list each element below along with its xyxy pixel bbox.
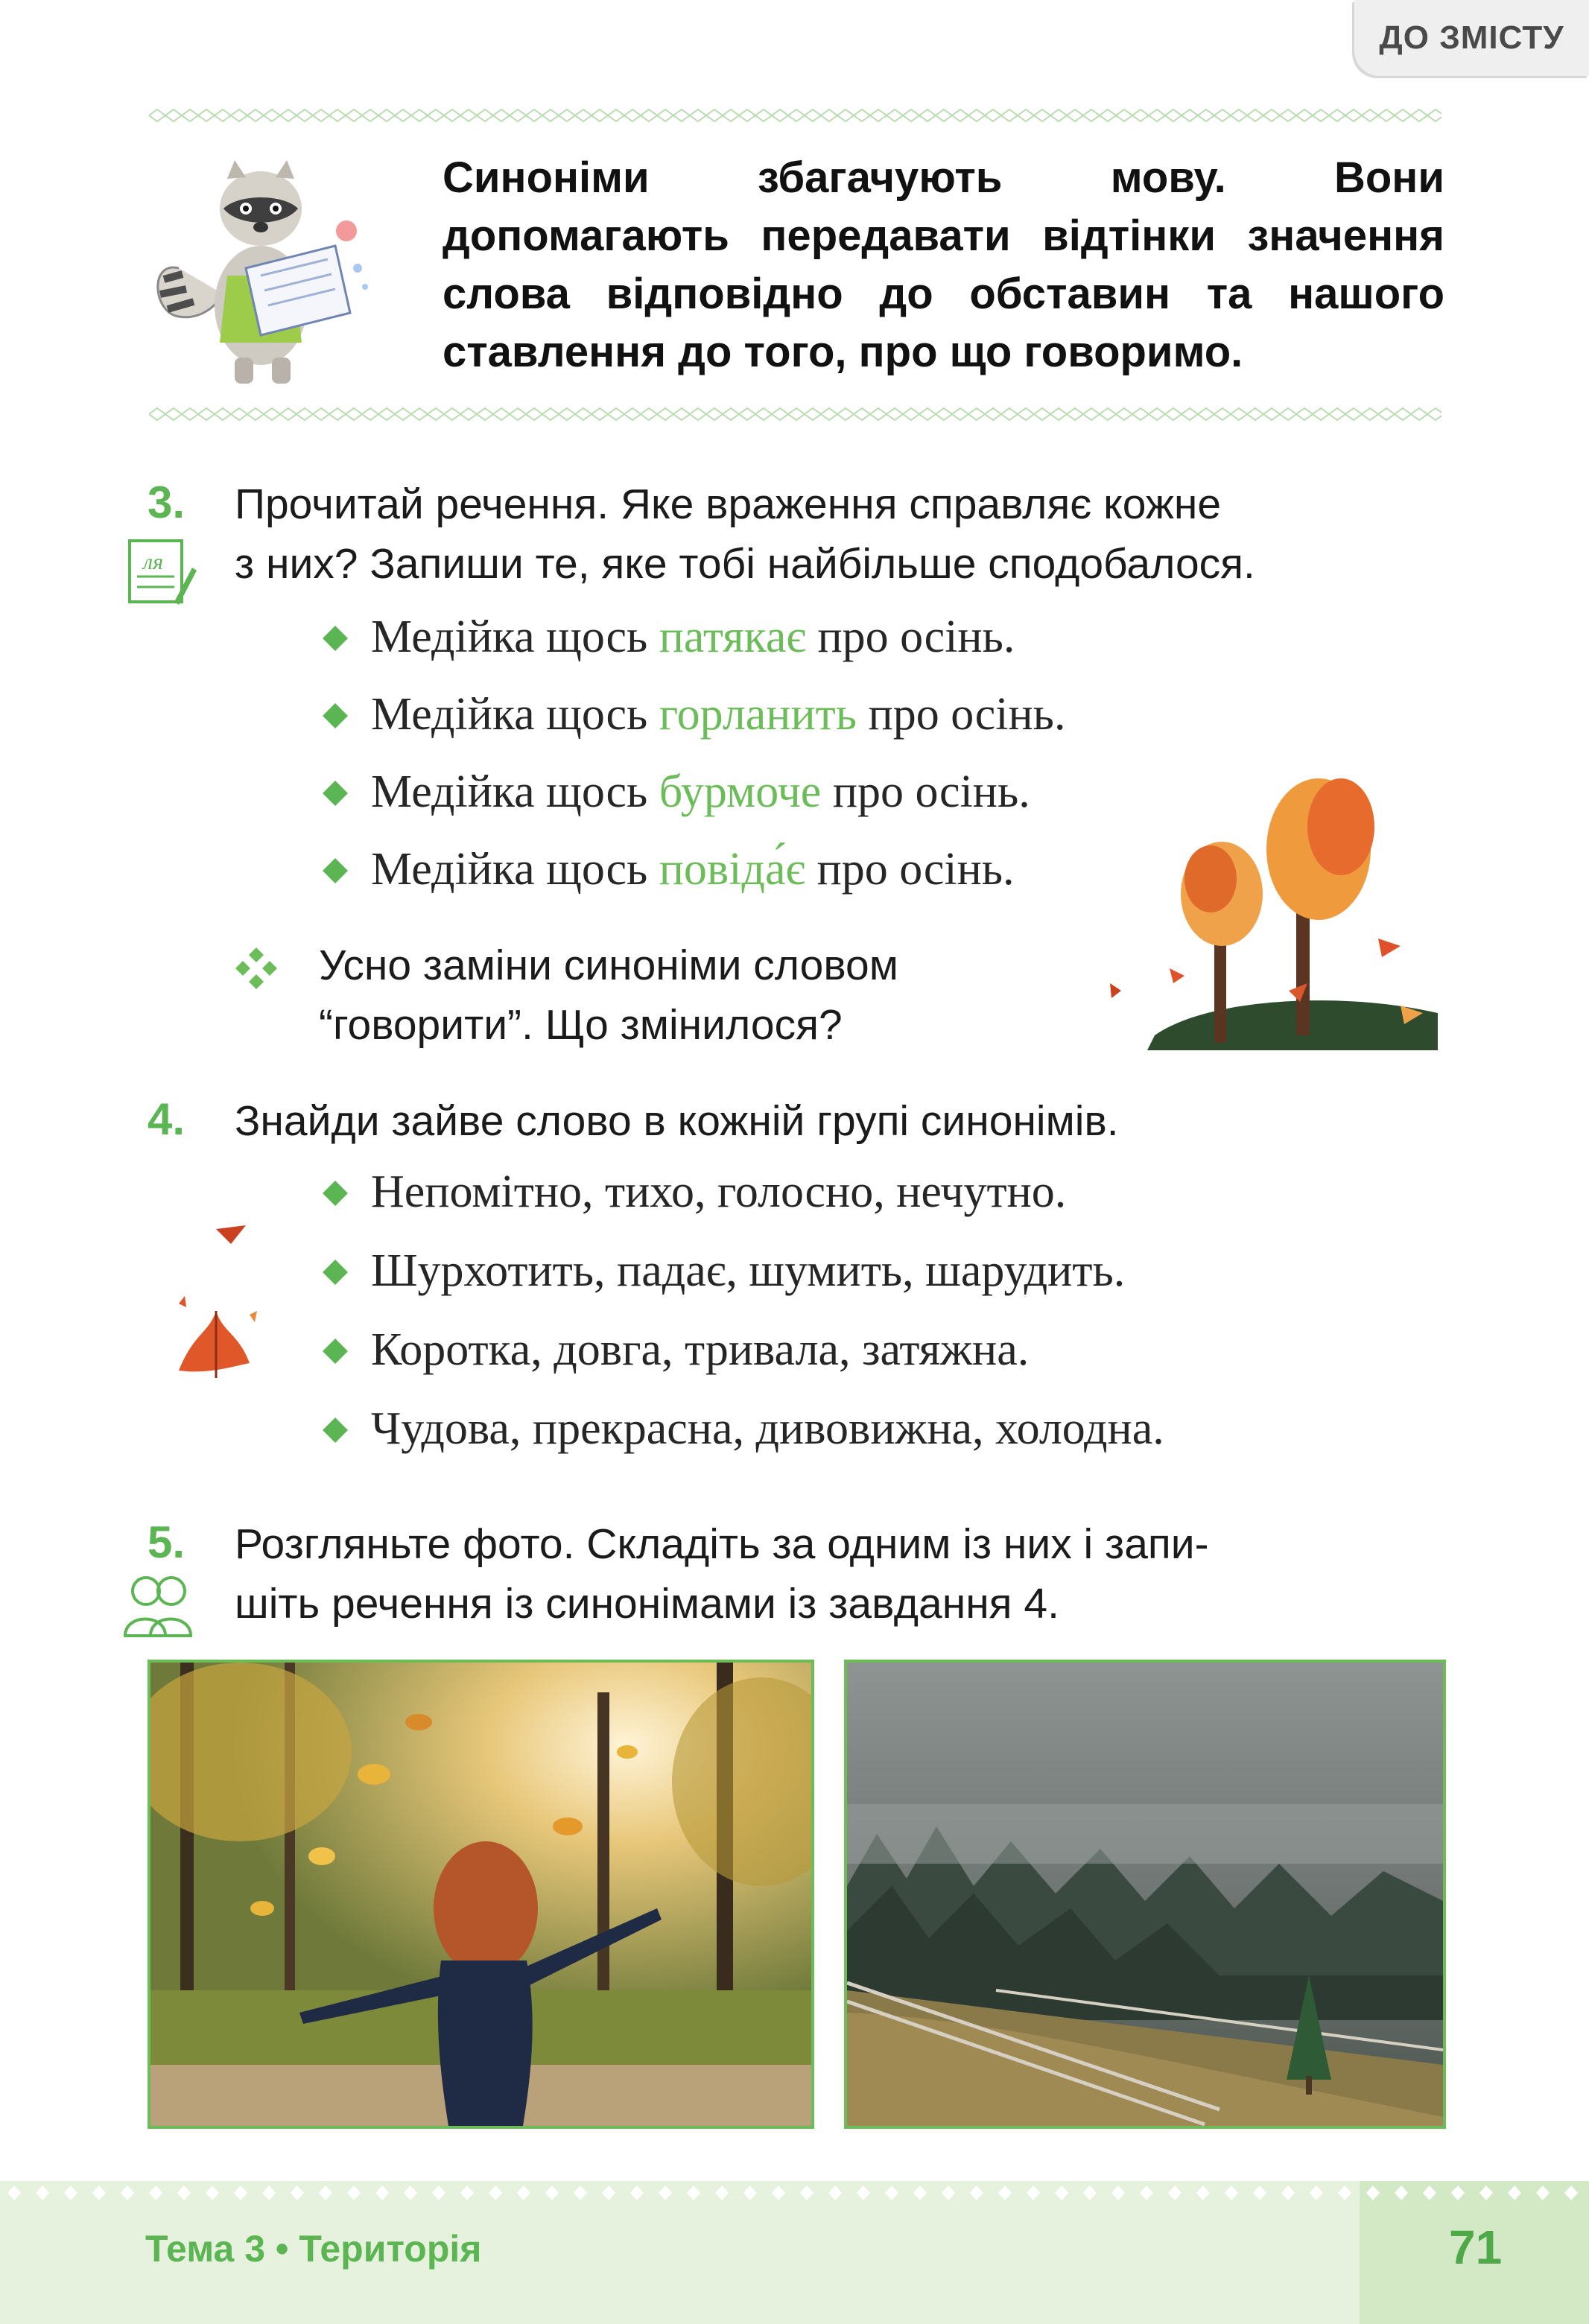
synonym-verb: бурмоче xyxy=(659,766,822,817)
pair-work-icon xyxy=(121,1572,195,1640)
task-5-number: 5. xyxy=(148,1517,185,1567)
photo-girl-in-autumn-park xyxy=(148,1660,814,2129)
task-4-instruction: Знайди зайве слово в кожній групі синонімів. xyxy=(235,1097,1119,1145)
synonym-verb: повіда́є xyxy=(659,844,806,895)
svg-text:ля: ля xyxy=(143,550,164,574)
oral-task-line-1: Усно заміни синоніми словом xyxy=(319,942,898,989)
oral-task-line-2: “говорити”. Що змінилося? xyxy=(319,1001,843,1049)
diamond-bullet-icon xyxy=(323,1181,348,1206)
sentence-1: Медійка щось патякає про осінь. xyxy=(326,611,1015,664)
synonym-group-3: Коротка, довга, тривала, затяжна. xyxy=(326,1324,1029,1377)
diamond-bullet-icon xyxy=(323,858,348,883)
sentence-2: Медійка щось горланить про осінь. xyxy=(326,688,1065,741)
write-notebook-icon xyxy=(127,538,198,606)
diamond-bullet-icon xyxy=(323,1260,348,1285)
synonym-group-4: Чудова, прекрасна, дивовижна, холодна. xyxy=(326,1403,1164,1455)
synonym-group-1: Непомітно, тихо, голосно, нечутно. xyxy=(326,1166,1066,1219)
page-number: 71 xyxy=(1449,2220,1503,2274)
diamond-bullet-icon xyxy=(323,1339,348,1364)
footer-ornament xyxy=(0,2181,1589,2205)
ornament-border-bottom xyxy=(149,406,1441,422)
sentence-3: Медійка щось бурмоче про осінь. xyxy=(326,766,1030,819)
task-4-group-list xyxy=(326,1166,1369,1479)
diamond-bullet-icon xyxy=(323,626,348,651)
sentence-4: Медійка щось повіда́є про осінь. xyxy=(326,843,1015,896)
toc-label: ДО ЗМІСТУ xyxy=(1379,19,1564,56)
photo-foggy-mountain-forest xyxy=(844,1660,1446,2129)
synonym-group-2: Шурхотить, падає, шумить, шарудить. xyxy=(326,1245,1125,1298)
task-5-instruction-line-1: Розгляньте фото. Складіть за одним із них і запи- xyxy=(235,1520,1209,1568)
synonym-verb: горланить xyxy=(659,689,857,740)
table-of-contents-tab[interactable] xyxy=(1354,0,1589,76)
diamond-bullet-icon xyxy=(323,703,348,728)
ornament-border-top xyxy=(149,107,1441,124)
task-4-number: 4. xyxy=(148,1094,185,1144)
task-3-sentence-list xyxy=(326,611,1220,924)
raccoon-reading-illustration xyxy=(149,156,380,387)
task-3-instruction-line-2: з них? Запиши те, яке тобі найбільше сподобалося. xyxy=(235,540,1255,588)
diamond-bullet-icon xyxy=(323,1417,348,1443)
falling-leaves-illustration xyxy=(164,1222,276,1393)
task-3-number: 3. xyxy=(148,477,185,527)
footer-topic-title: Тема 3 • Територія xyxy=(145,2228,482,2270)
rule-box-text: Синоніми збагачують мову. Вони допомагають передавати відтінки значення слова відповідно до обставин та нашого ставлення до того, про що говоримо. xyxy=(443,153,1444,376)
task-5-instruction-line-2: шіть речення із синонімами із завдання 4. xyxy=(235,1580,1059,1628)
oral-task-icon xyxy=(232,944,280,992)
autumn-trees-illustration xyxy=(1095,767,1453,1058)
synonym-verb: патякає xyxy=(659,612,806,662)
diamond-bullet-icon xyxy=(323,781,348,806)
task-3-instruction-line-1: Прочитай речення. Яке враження справляє кожне xyxy=(235,480,1222,528)
